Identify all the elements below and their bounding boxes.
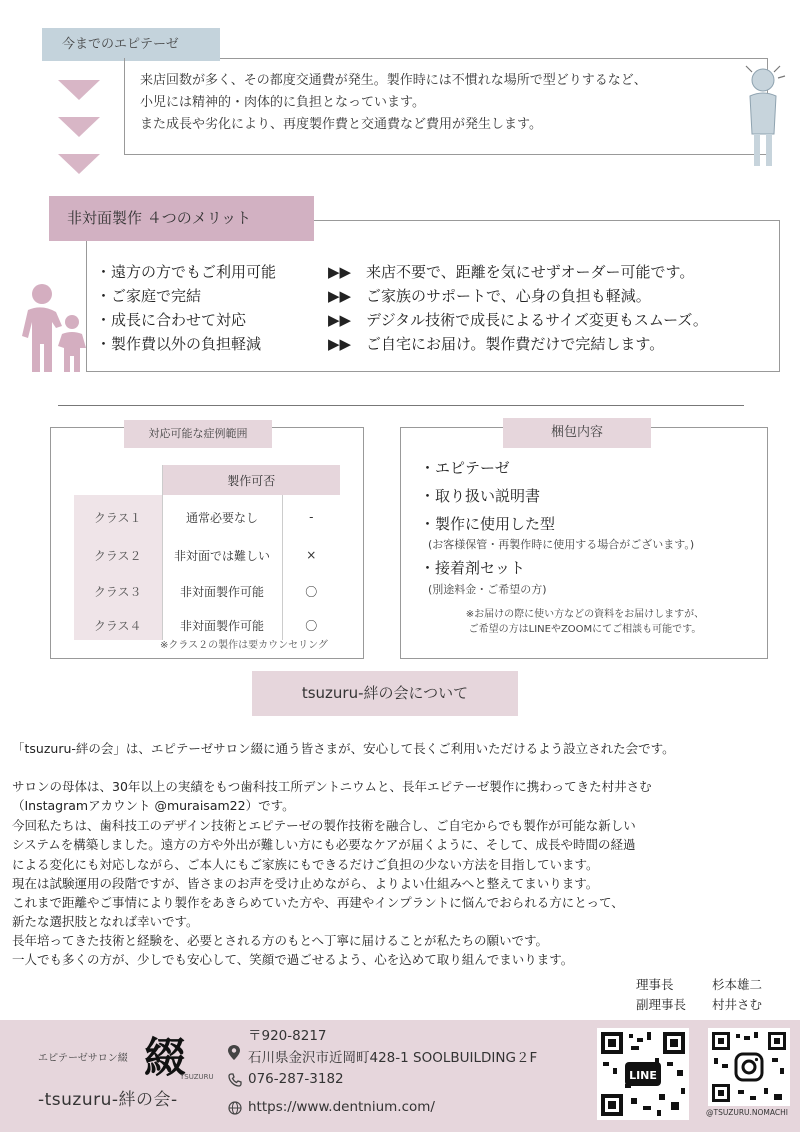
case-note: ※クラス２の製作は要カウンセリング xyxy=(160,640,328,651)
globe-icon xyxy=(228,1101,242,1115)
about-title: tsuzuru-絆の会について xyxy=(252,671,518,716)
merit-detail: 来店不要で、距離を気にせずオーダー可能です。 xyxy=(366,263,695,281)
class-label: クラス３ xyxy=(74,571,162,611)
table-row xyxy=(74,571,340,611)
class-label: クラス４ xyxy=(74,611,162,640)
package-item: ・製作に使用した型 xyxy=(420,515,556,533)
class-mark: × xyxy=(282,539,340,571)
merits-section-tag: 非対面製作 ４つのメリット xyxy=(49,196,314,241)
phone-icon xyxy=(228,1073,242,1087)
about-line: 一人でも多くの方が、少しでも安心して、笑顔で過ごせるよう、心を込めて取り組んでまいります。 xyxy=(12,952,574,967)
parent-child-icon xyxy=(22,282,94,372)
merit-detail: デジタル技術で成長によるサイズ変更もスムーズ。 xyxy=(366,311,708,329)
about-line: 「tsuzuru-絆の会」は、エピテーゼサロン綴に通う皆さまが、安心して長くご利用いただけるよう設立された会です。 xyxy=(12,741,675,756)
past-line: また成長や劣化により、再度製作費と交通費など費用が発生します。 xyxy=(140,117,542,132)
instagram-qr-code-icon[interactable] xyxy=(708,1028,790,1106)
crying-child-icon xyxy=(738,64,788,172)
table-row xyxy=(74,495,340,539)
class-mark: 〇 xyxy=(282,571,340,611)
table-header-row xyxy=(74,465,340,495)
salon-label: エピテーゼサロン綴 xyxy=(38,1053,128,1064)
package-note-line: ご希望の方はLINEやZOOMにてご相談も可能です。 xyxy=(468,624,702,635)
phone-number[interactable]: 076-287-3182 xyxy=(248,1071,344,1087)
package-title: 梱包内容 xyxy=(503,418,651,448)
merit-point: ・成長に合わせて対応 xyxy=(96,311,247,329)
line-qr-code-icon[interactable] xyxy=(597,1028,689,1120)
merit-point: ・ご家庭で完結 xyxy=(96,287,202,305)
merit-row xyxy=(96,261,694,282)
class-description: 非対面製作可能 xyxy=(162,611,282,640)
vice-chairman-role: 副理事長 xyxy=(636,997,687,1012)
package-item: ・取り扱い説明書 xyxy=(420,487,541,505)
class-description: 非対面製作可能 xyxy=(162,571,282,611)
about-line: 現在は試験運用の段階ですが、皆さまのお声を受け止めながら、よりよい仕組みへと整えてまいります。 xyxy=(12,876,599,891)
package-item-note: (お客様保管・再製作時に使用する場合がございます。) xyxy=(428,538,695,551)
postal-code: 〒920-8217 xyxy=(248,1028,327,1044)
past-description xyxy=(140,70,750,136)
double-arrow-icon: ▶▶ xyxy=(328,263,352,281)
class-description: 非対面では難しい xyxy=(162,539,282,571)
address: 石川県金沢市近岡町428-1 SOOLBUILDING２F xyxy=(248,1050,538,1066)
about-line: これまで距離やご事情により製作をあきらめていた方や、再建やインプラントに悩んでおられる方にとって、 xyxy=(12,895,624,910)
org-name: -tsuzuru-絆の会- xyxy=(38,1090,178,1110)
about-line: （Instagramアカウント @muraisam22）です。 xyxy=(12,798,295,813)
past-section-tag: 今までのエピテーゼ xyxy=(42,28,220,61)
package-item-note: (別途料金・ご希望の方) xyxy=(428,583,547,596)
merit-point: ・製作費以外の負担軽減 xyxy=(96,335,262,353)
merit-detail: ご自宅にお届け。製作費だけで完結します。 xyxy=(366,335,665,353)
qr-line-label: LINE xyxy=(629,1069,657,1082)
logo-subtitle: TSUZURU xyxy=(180,1073,214,1081)
package-item: ・エピテーゼ xyxy=(420,459,510,477)
double-arrow-icon: ▶▶ xyxy=(328,287,352,305)
case-class-table xyxy=(74,465,340,640)
table-row xyxy=(74,539,340,571)
chairman-name: 杉本雄二 xyxy=(712,977,763,992)
down-triangle-icon xyxy=(58,80,100,100)
merit-row xyxy=(96,333,664,354)
past-line: 来店回数が多く、その都度交通費が発生。製作時には不慣れな場所で型どりするなど、 xyxy=(140,73,647,88)
merit-row xyxy=(96,309,708,330)
package-note-line: ※お届けの際に使い方などの資料をお届けしますが、 xyxy=(465,609,705,620)
case-range-title: 対応可能な症例範囲 xyxy=(124,420,272,448)
chairman-role: 理事長 xyxy=(636,977,674,992)
about-line: による変化にも対応しながら、ご本人にもご家族にもできるだけご負担の少ない方法を目指しています。 xyxy=(12,857,599,872)
vice-chairman-name: 村井さむ xyxy=(712,997,763,1012)
class-description: 通常必要なし xyxy=(162,495,282,539)
table-header: 製作可否 xyxy=(162,465,340,495)
about-line: サロンの母体は、30年以上の実績をもつ歯科技工所デントニウムと、長年エピテーゼ製作に携わってきた村井さむ xyxy=(12,779,652,794)
about-line: システムを構築しました。遠方の方や外出が難しい方にも必要なケアが届くように、そして、成長や時間の経過 xyxy=(12,837,636,852)
package-note xyxy=(420,607,750,637)
double-arrow-icon: ▶▶ xyxy=(328,311,352,329)
instagram-handle: @TSUZURU.NOMACHI xyxy=(706,1108,788,1117)
down-triangle-icon xyxy=(58,154,100,174)
class-label: クラス１ xyxy=(74,495,162,539)
class-mark: 〇 xyxy=(282,611,340,640)
about-line: 新たな選択肢となれば幸いです。 xyxy=(12,914,199,929)
about-line: 今回私たちは、歯科技工のデザイン技術とエピテーゼの製作技術を融合し、ご自宅からでも製作が可能な新しい xyxy=(12,818,636,833)
class-label: クラス２ xyxy=(74,539,162,571)
double-arrow-icon: ▶▶ xyxy=(328,335,352,353)
salon-logo: 綴 xyxy=(144,1033,187,1082)
down-triangle-icon xyxy=(58,117,100,137)
package-item: ・接着剤セット xyxy=(420,559,526,577)
about-line: 長年培ってきた技術と経験を、必要とされる方のもとへ丁寧に届けることが私たちの願いです。 xyxy=(12,933,549,948)
website-link[interactable]: https://www.dentnium.com/ xyxy=(248,1099,435,1115)
merit-row xyxy=(96,285,651,306)
merit-point: ・遠方の方でもご利用可能 xyxy=(96,263,277,281)
class-mark: - xyxy=(282,495,340,539)
location-pin-icon xyxy=(228,1045,240,1060)
merit-detail: ご家族のサポートで、心身の負担も軽減。 xyxy=(366,287,651,305)
section-divider xyxy=(58,405,744,406)
past-line: 小児には精神的・肉体的に負担となっています。 xyxy=(140,95,425,110)
